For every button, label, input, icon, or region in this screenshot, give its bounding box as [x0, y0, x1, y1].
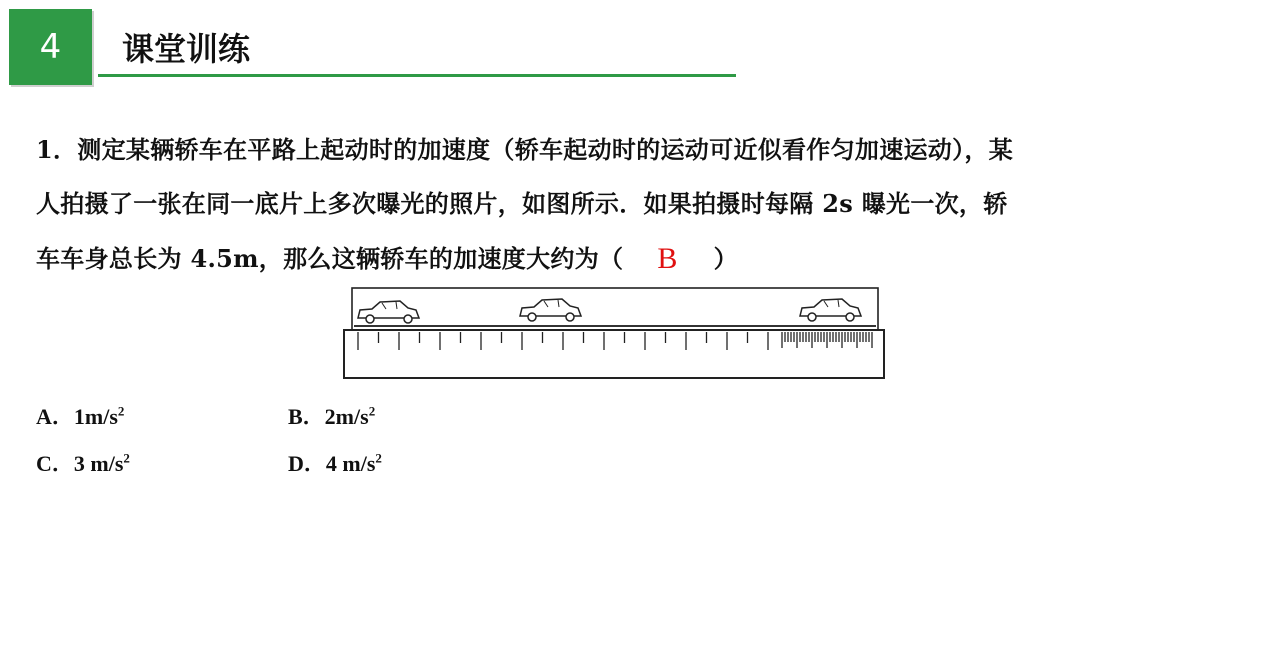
question-line-3: [36, 231, 1206, 286]
option-d: [288, 447, 382, 478]
section-title-underline: [98, 74, 736, 77]
option-b: [288, 400, 375, 431]
option-a-text: A．1m/s: [36, 404, 118, 429]
question-text: [36, 123, 1206, 286]
photo-frame: [352, 288, 878, 330]
option-d-text: D．4 m/s: [288, 451, 376, 476]
section-number: 4: [39, 27, 62, 67]
option-a: [36, 400, 124, 431]
section-title: 课堂训练: [122, 30, 251, 68]
option-a-exponent: 2: [117, 403, 125, 419]
section-number-badge: [9, 9, 92, 85]
option-d-exponent: 2: [375, 450, 382, 466]
option-c-text: C．3 m/s: [36, 451, 124, 476]
option-b-exponent: 2: [368, 403, 376, 419]
question-line-3-text: 车车身总长为 4.5m，那么这辆轿车的加速度大约为（: [36, 244, 624, 273]
option-b-text: B．2m/s: [288, 404, 369, 429]
answer-mark: B: [657, 242, 678, 275]
option-c-exponent: 2: [123, 450, 130, 466]
multi-exposure-photo-figure: [342, 286, 888, 382]
question-bracket-close: ）: [713, 244, 738, 273]
question-line-1: 1．测定某辆轿车在平路上起动时的加速度（轿车起动时的运动可近似看作匀加速运动），某: [36, 135, 1013, 164]
option-c: [36, 447, 130, 478]
question-line-2: 人拍摄了一张在同一底片上多次曝光的照片，如图所示．如果拍摄时每隔 2s 曝光一次，轿: [36, 189, 1008, 218]
